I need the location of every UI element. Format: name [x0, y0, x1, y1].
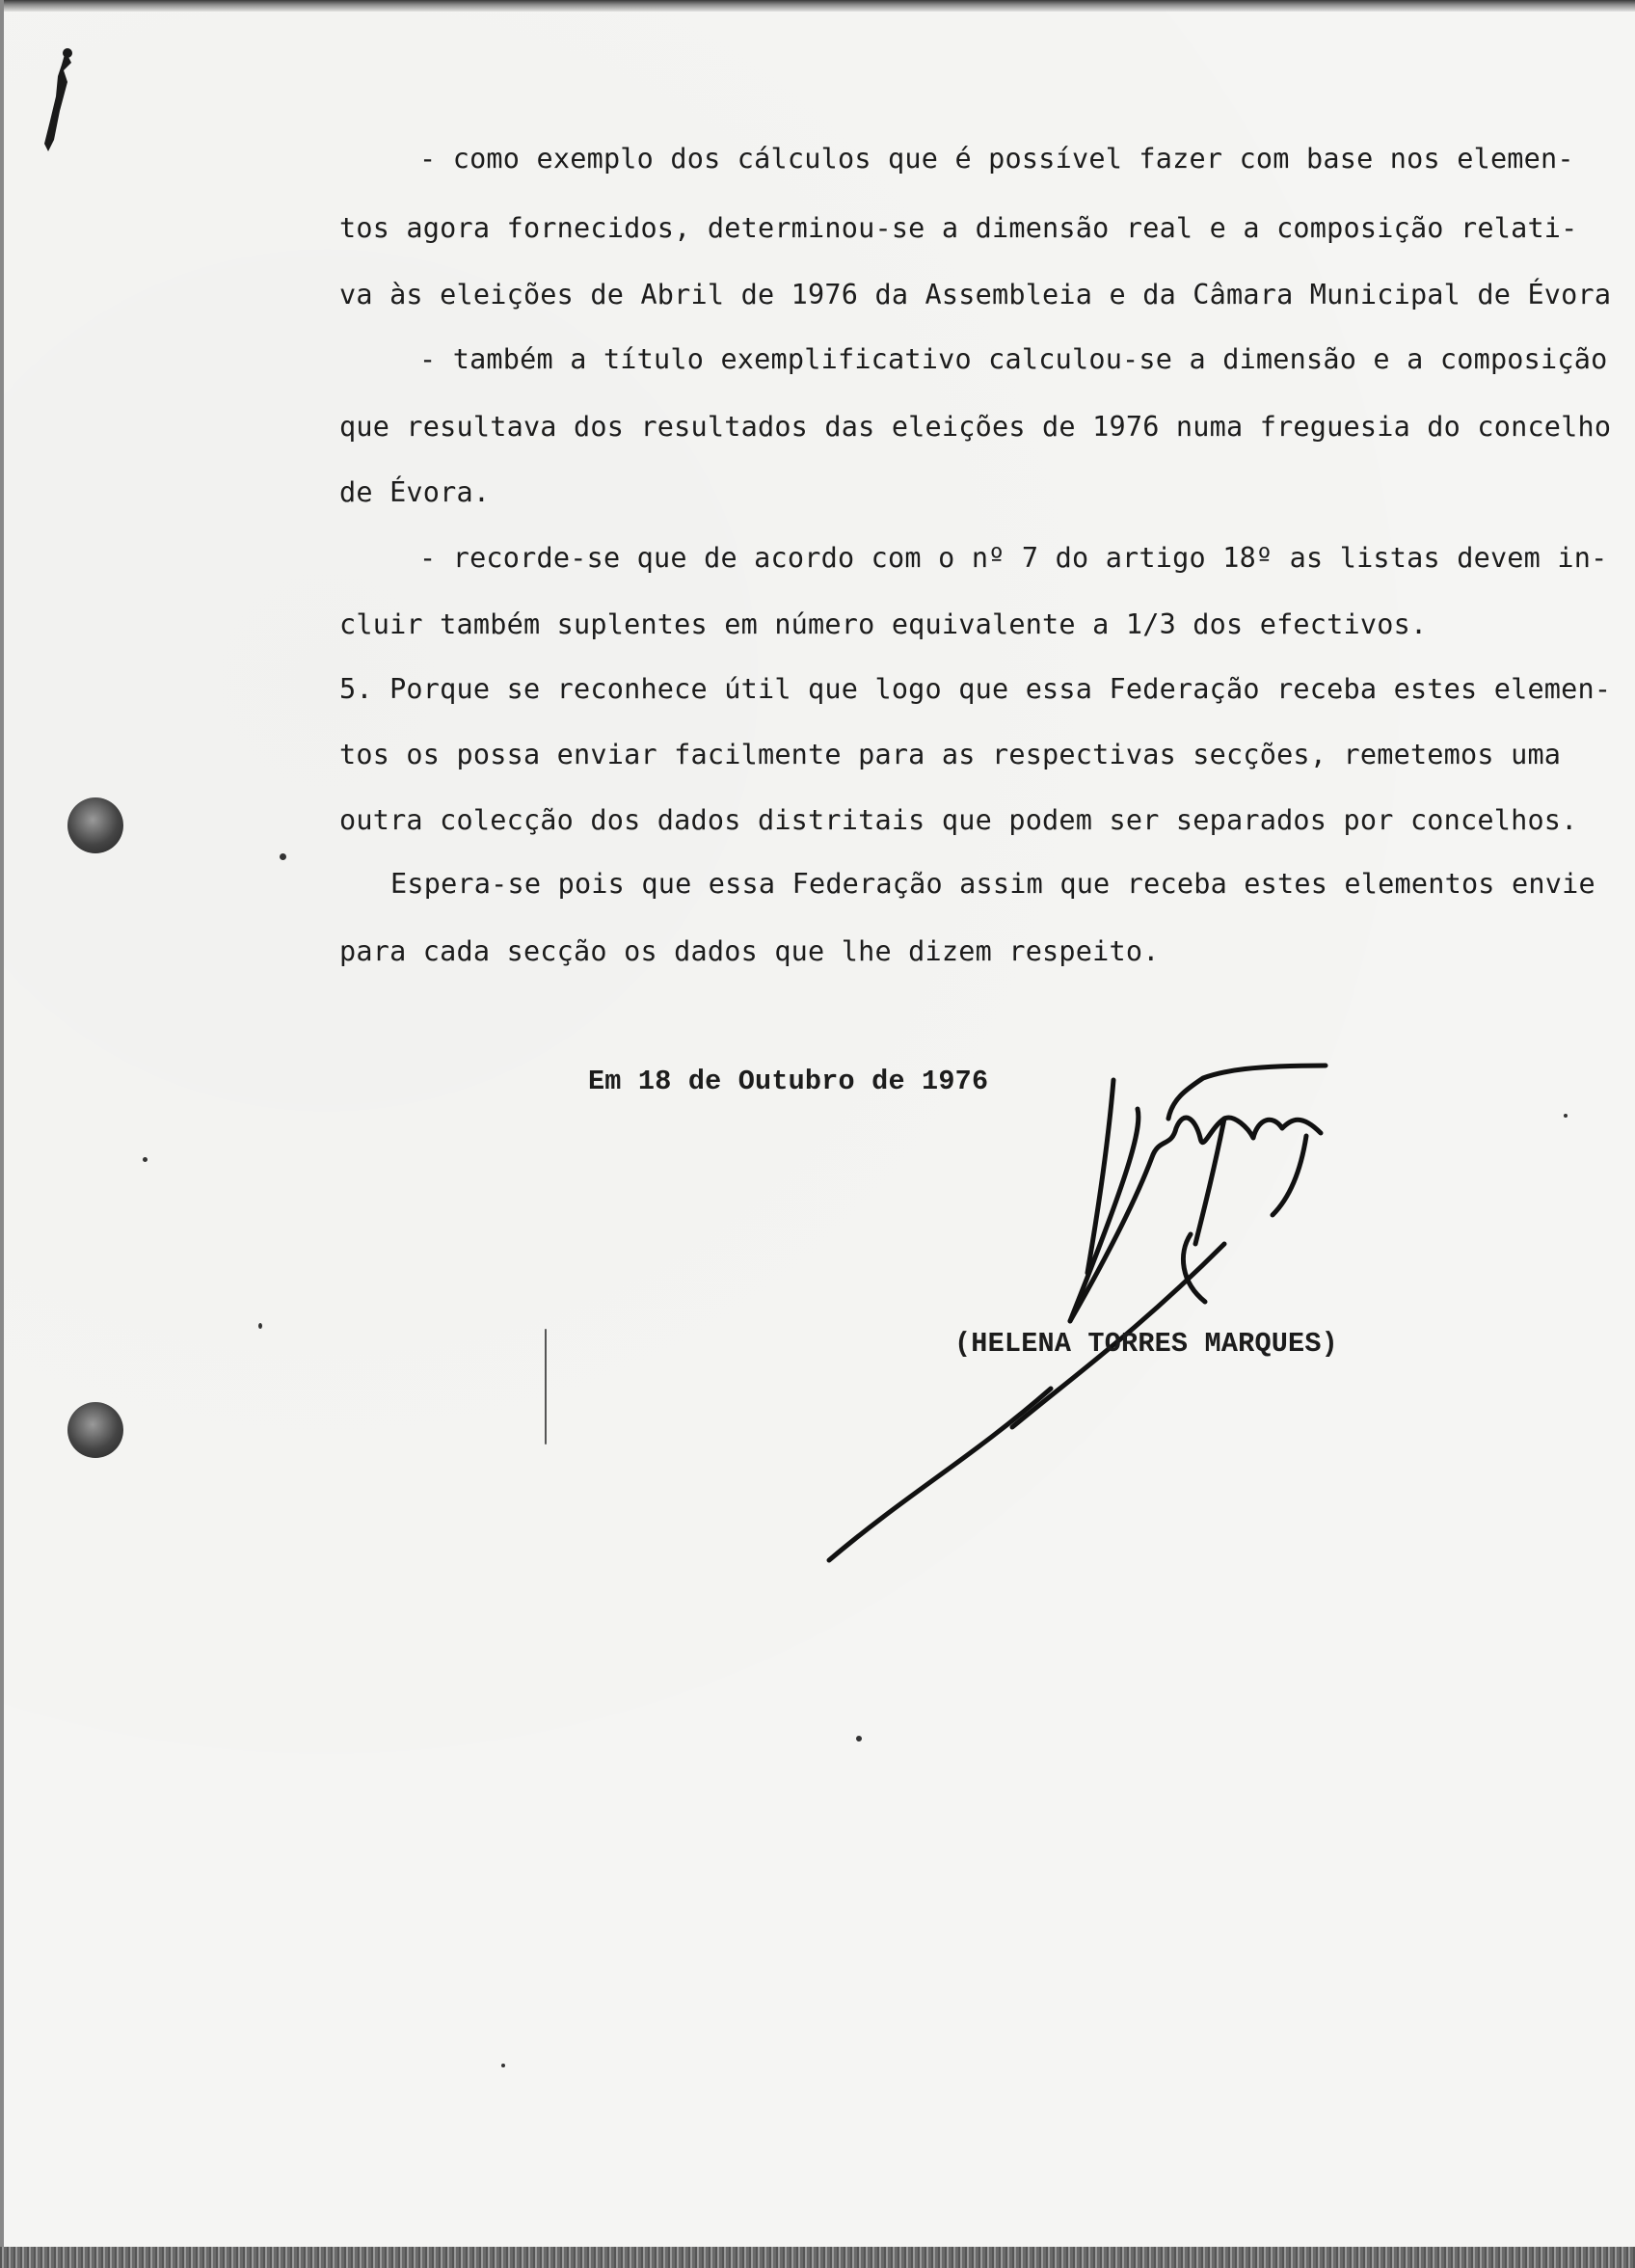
text-line: para cada secção os dados que lhe dizem respeito.: [339, 935, 1160, 967]
scan-left-edge: [0, 0, 4, 2268]
signatory-name: (HELENA TORRES MARQUES): [954, 1328, 1338, 1360]
speck: [545, 1329, 547, 1444]
text-line: que resultava dos resultados das eleições de 1976 numa freguesia do concelho: [339, 411, 1612, 443]
speck: [856, 1736, 862, 1742]
text-line: tos agora fornecidos, determinou-se a dimensão real e a composição relati-: [339, 212, 1578, 244]
text-line: outra colecção dos dados distritais que podem ser separados por concelhos.: [339, 804, 1578, 836]
text-line: tos os possa enviar facilmente para as respectivas secções, remetemos uma: [339, 739, 1562, 770]
text-line: 5. Porque se reconhece útil que logo que essa Federação receba estes elemen-: [339, 673, 1612, 705]
text-line: - também a título exemplificativo calculou-se a dimensão e a composição: [419, 343, 1608, 375]
speck: [501, 2064, 505, 2067]
punch-hole-icon: [67, 797, 123, 853]
text-line: Espera-se pois que essa Federação assim que receba estes elementos envie: [390, 868, 1595, 900]
scan-top-edge: [0, 0, 1635, 12]
scan-bottom-edge: [0, 2247, 1635, 2268]
punch-hole-icon: [67, 1402, 123, 1458]
text-line: - como exemplo dos cálculos que é possível fazer com base nos elemen-: [419, 143, 1574, 175]
text-line: cluir também suplentes em número equivalente a 1/3 dos efectivos.: [339, 608, 1428, 640]
text-line: - recorde-se que de acordo com o nº 7 do artigo 18º as listas devem in-: [419, 542, 1608, 574]
handwritten-signature-icon: [819, 1061, 1359, 1581]
speck: [1564, 1114, 1568, 1118]
ink-smudge-icon: [39, 43, 77, 159]
text-line: de Évora.: [339, 476, 491, 508]
date-line: Em 18 de Outubro de 1976: [588, 1066, 989, 1097]
speck: [280, 853, 286, 860]
speck: [143, 1157, 147, 1162]
speck: [258, 1323, 262, 1329]
text-line: va às eleições de Abril de 1976 da Assembleia e da Câmara Municipal de Évora: [339, 279, 1612, 310]
